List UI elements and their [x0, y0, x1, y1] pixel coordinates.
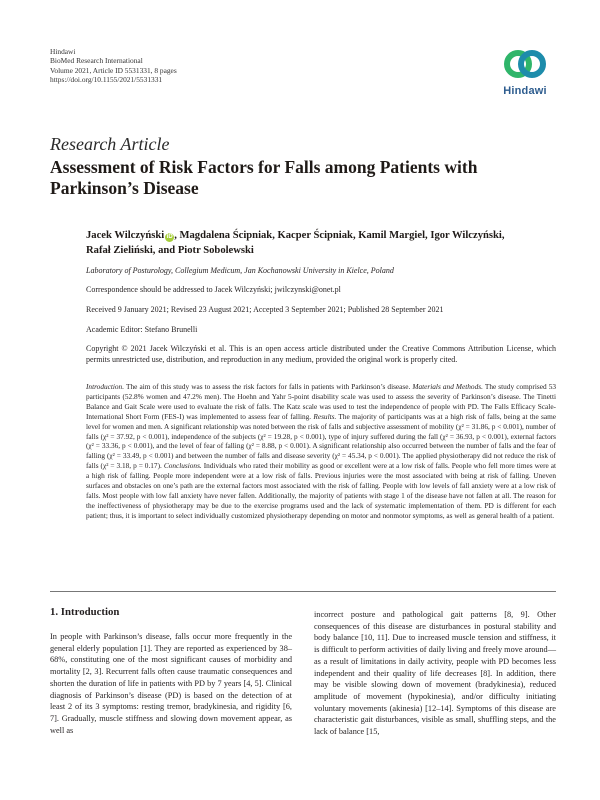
- abstract-methods-text: The study comprised 53 participants (52.8% women and 47.2% men). The Hoehn and Yahr 5-point disability scale was used to assess the severity of Parkinson’s disease. The Tinetti Balance and Gait Scale were used to evaluate the risk of falls. The Katz scale was used to test the independence of people with PD. The Falls Efficacy Scale-International Short Form (FES-I) was implemented to assess fear of falling.: [86, 382, 556, 421]
- abstract-intro-label: Introduction.: [86, 382, 125, 391]
- intro-left-column: [50, 606, 292, 736]
- author-line-2: Rafał Zieliński, and Piotr Sobolewski: [86, 245, 254, 256]
- publication-dates: Received 9 January 2021; Revised 23 August 2021; Accepted 3 September 2021; Published 28 September 2021: [86, 305, 444, 314]
- copyright-notice: Copyright © 2021 Jacek Wilczyński et al. This is an open access article distributed under the Creative Commons Attribution License, which permits unrestricted use, distribution, and reproduction in any medium, provided the original work is properly cited.: [86, 344, 556, 364]
- abstract: [86, 382, 556, 521]
- affiliation: Laboratory of Posturology, Collegium Medicum, Jan Kochanowski University in Kielce, Poland: [86, 266, 394, 275]
- abstract-conclusions-text: Individuals who rated their mobility as good or excellent were at a low risk of falls. People who fell more times were at a high risk of falling. People more independent were at a low risk of falls. Previous injuries were the most associated with being at risk of falling. Uneven surfaces and obstacles on one’s path are the external factors most associated with the risk of falling. People with low levels of fall anxiety were at a low risk of falls. Most people with low fall anxiety have never fallen. Additionally, the majority of patients with stage 1 of the disease have not fallen at all. The reason for the ineffectiveness of physiotherapy may be due to the exercise programs used and the lack of systematic implementation of them. PD is different for each patient; thus, it is important to select individually customized physiotherapy depending on motor and nonmotor symptoms, as well as general health of a patient.: [86, 461, 557, 520]
- doi-link[interactable]: https://doi.org/10.1155/2021/5531331: [50, 75, 163, 85]
- journal-meta: [50, 47, 177, 85]
- hindawi-logo: [494, 44, 556, 104]
- orcid-icon[interactable]: iD: [166, 234, 173, 240]
- introduction-heading: 1. Introduction: [50, 606, 120, 618]
- volume-line: Volume 2021, Article ID 5531331, 8 pages: [50, 65, 177, 75]
- academic-editor: Academic Editor: Stefano Brunelli: [86, 325, 198, 334]
- publisher-name: Hindawi: [50, 47, 76, 56]
- intro-right-column: [314, 609, 556, 738]
- intro-paragraph-left: In people with Parkinson’s disease, falls occur more frequently in the general elderly population [1]. They are reported as experienced by 38–68%, constituting one of the most significant causes of morbidity and mortality [2, 3]. Recurrent falls often cause traumatic consequences and shorten the duration of life in patients with PD by 7 years [4, 5]. Clinical diagnosis of Parkinson’s disease (PD) is based on the detection of at least 2 of its 3 symptoms: resting tremor, bradykinesia, and rigidity [6, 7]. Gradually, muscle stiffness and slowing down movement appear, as well as: [50, 632, 292, 735]
- abstract-methods-label: Materials and Methods.: [412, 382, 483, 391]
- article-title: [50, 157, 520, 199]
- hindawi-logo-text: Hindawi: [503, 85, 547, 97]
- author-names-rest: , Magdalena Ścipniak, Kacper Ścipniak, Kamil Margiel, Igor Wilczyński,: [174, 230, 505, 241]
- first-author: Jacek Wilczyński: [86, 230, 165, 241]
- correspondence: Correspondence should be addressed to Jacek Wilczyński; jwilczynski@onet.pl: [86, 285, 341, 294]
- author-list: [86, 228, 556, 258]
- abstract-results-label: Results.: [313, 411, 337, 421]
- author-line-1: [86, 228, 556, 243]
- abstract-results-text: The majority of participants was at a high risk of falls, being at the same level for women and men. A significant relationship was noted between the risk of falls and subjective assessment of mobility (χ² = 31.86, p < 0.001), number of falls (χ² = 37.92, p < 0.001), independence of the subjects (χ² = 19.28, p < 0.001), type of injury suffered during the fall (χ² = 36.93, p < 0.001), external factors (χ² = 33.36, p < 0.001), and the level of fear of falling (χ² = 8.88, p < 0.001). A significant relationship also occurred between the number of falls and the fear of falling (χ² = 33.49, p < 0.001) and between the number of falls and disease severity (χ² = 45.34, p < 0.001). The applied physiotherapy did not reduce the risk of falls (χ² = 3.18, p = 0.17).: [86, 411, 556, 471]
- abstract-conclusions-label: Conclusions.: [163, 461, 202, 471]
- intro-paragraph-right: incorrect posture and pathological gait patterns [8, 9]. Other consequences of this disease are disturbances in postural stability and body balance [10, 11]. Due to increased muscle tension and stiffness, it is difficult to perform activities of daily living and freely move around—as a result of limitations in daily activity, people with PD becomes less independent and their quality of life decreases [8]. In addition, there may be visible slowing down of movement (bradykinesia), reduced amplitude of movement (hypokinesia), and/or difficulty initiating voluntary movements (akinesia) [12–14]. Symptoms of this disease are characteristic gait disturbances, visible as small, shuffling steps, and the lack of balance [15,: [314, 610, 557, 737]
- title-line-1: Assessment of Risk Factors for Falls among Patients with: [50, 157, 478, 177]
- abstract-intro-text: The aim of this study was to assess the risk factors for falls in patients with Parkinson’s disease.: [124, 382, 413, 391]
- journal-name: BioMed Research International: [50, 56, 143, 66]
- title-line-2: Parkinson’s Disease: [50, 178, 199, 198]
- article-type: Research Article: [50, 134, 170, 154]
- section-divider: [50, 591, 556, 592]
- hindawi-logo-icon: [503, 44, 547, 84]
